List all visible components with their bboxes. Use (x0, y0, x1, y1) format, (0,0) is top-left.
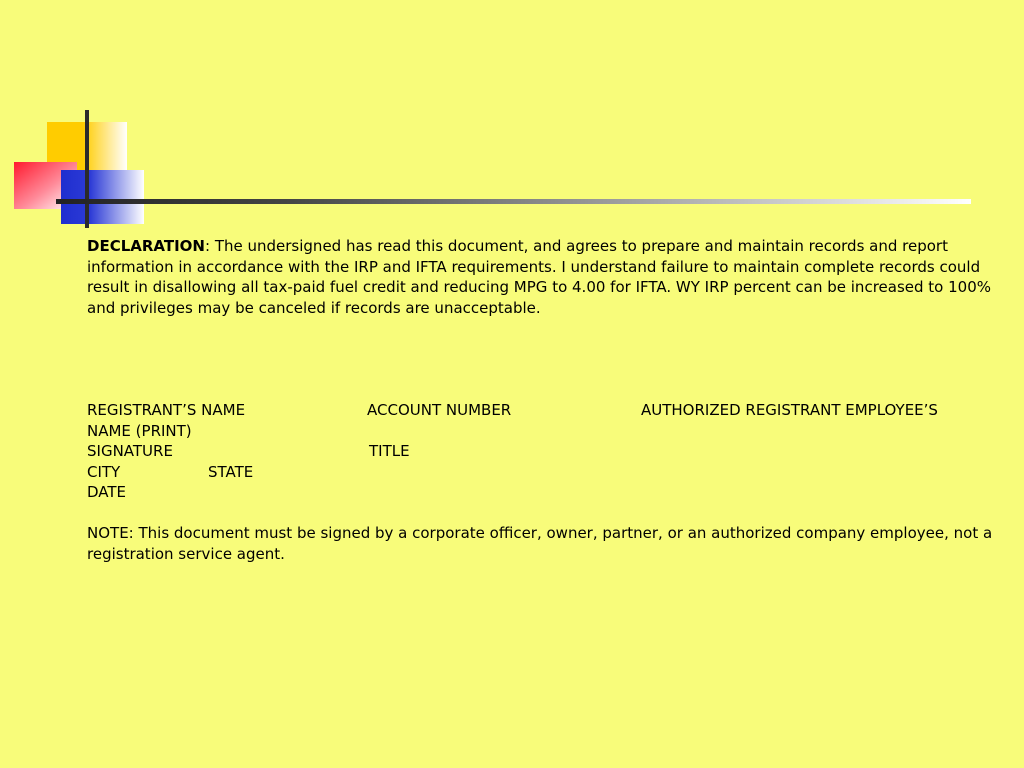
spacer (87, 318, 997, 400)
declaration-body: The undersigned has read this document, and agrees to prepare and maintain records and report information in accordance with the IRP and IFTA requirements. I understand failure to maintain complete records could result in disallowing all tax-paid fuel credit and reducing MPG to 4.00 for IFTA. WY IRP percent can be increased to 100% and privileges may be canceled if records are unacceptable. (87, 237, 991, 317)
form-row-4 (87, 462, 997, 483)
title-label: TITLE (369, 442, 410, 460)
name-print-label: NAME (PRINT) (87, 421, 192, 440)
form-row-3 (87, 441, 997, 462)
city-label: CITY (87, 462, 121, 481)
state-label: STATE (208, 462, 254, 481)
declaration-heading: DECLARATION (87, 237, 205, 255)
spacer (87, 503, 997, 524)
slide-body (87, 236, 997, 564)
form-row-2 (87, 421, 997, 442)
decorative-blue-square (61, 170, 144, 224)
signature-label: SIGNATURE (87, 442, 173, 460)
note-paragraph: NOTE: This document must be signed by a corporate officer, owner, partner, or an authorized company employee, not a registration service agent. (87, 524, 993, 563)
form-row-5 (87, 482, 997, 503)
authorized-employee-label: AUTHORIZED REGISTRANT EMPLOYEE’S (641, 401, 938, 419)
decorative-vertical-line (85, 110, 89, 228)
form-row-1 (87, 400, 997, 421)
account-number-label: ACCOUNT NUMBER (367, 401, 512, 419)
registrant-name-label: REGISTRANT’S NAME (87, 401, 246, 419)
title-divider-line (56, 199, 971, 204)
declaration-paragraph (87, 236, 997, 318)
date-label: DATE (87, 483, 127, 501)
declaration-separator: : (205, 237, 211, 255)
